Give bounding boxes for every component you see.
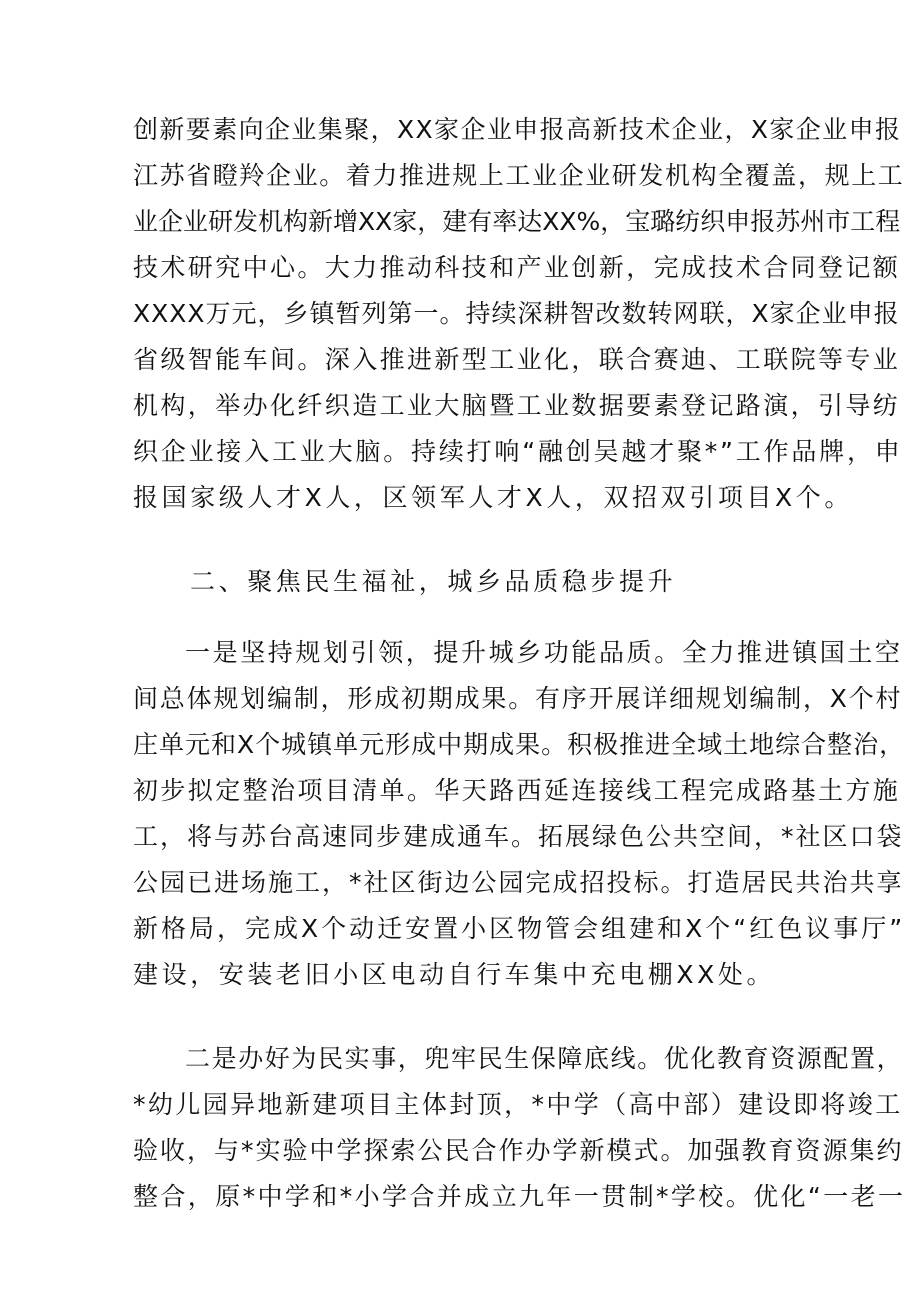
- text-line: 二是办好为民实事，兜牢民生保障底线。优化教育资源配置，: [185, 1044, 904, 1073]
- text-line: 一是坚持规划引领，提升城乡功能品质。全力推进镇国土空: [185, 638, 903, 667]
- text-line: 验收，与*实验中学探索公民合作办学新模式。加强教育资源集约: [133, 1136, 904, 1165]
- text-line: *幼儿园异地新建项目主体封顶，*中学（高中部）建设即将竣工: [133, 1090, 903, 1119]
- text-line: 织企业接入工业大脑。持续打响“融创吴越才聚*”工作品牌，申: [133, 437, 903, 466]
- text-line: 业企业研发机构新增XX家，建有率达XX%，宝璐纺织申报苏州市工程: [133, 207, 901, 236]
- text-line: 机构，举办化纤织造工业大脑暨工业数据要素登记路演，引导纺: [133, 391, 901, 420]
- text-line: 建设，安装老旧小区电动自行车集中充电棚XX处。: [133, 960, 776, 989]
- text-line: 间总体规划编制，形成初期成果。有序开展详细规划编制，X个村: [133, 684, 903, 713]
- text-line: 初步拟定整治项目清单。华天路西延连接线工程完成路基土方施: [133, 776, 901, 805]
- text-line: 技术研究中心。大力推动科技和产业创新，完成技术合同登记额: [133, 253, 901, 282]
- text-line: 报国家级人才X人，区领军人才X人，双招双引项目X个。: [133, 483, 853, 512]
- text-line: 公园已进场施工，*社区街边公园完成招投标。打造居民共治共享: [133, 868, 904, 897]
- text-line: 整合，原*中学和*小学合并成立九年一贯制*学校。优化“一老一: [133, 1182, 906, 1211]
- section-heading: 二、聚焦民生福祉，城乡品质稳步提升: [190, 567, 677, 596]
- text-line: 省级智能车间。深入推进新型工业化，联合赛迪、工联院等专业: [133, 345, 901, 374]
- text-line: 江苏省瞪羚企业。着力推进规上工业企业研发机构全覆盖，规上工: [133, 161, 905, 190]
- text-line: 庄单元和X个城镇单元形成中期成果。积极推进全域土地综合整治，: [133, 730, 906, 759]
- text-line: 新格局，完成X个动迁安置小区物管会组建和X个“红色议事厅”: [133, 914, 906, 943]
- text-line: XXXX万元，乡镇暂列第一。持续深耕智改数转网联，X家企业申报: [133, 299, 900, 328]
- text-line: 创新要素向企业集聚，XX家企业申报高新技术企业，X家企业申报: [133, 115, 902, 144]
- text-line: 工，将与苏台高速同步建成通车。拓展绿色公共空间，*社区口袋: [133, 822, 904, 851]
